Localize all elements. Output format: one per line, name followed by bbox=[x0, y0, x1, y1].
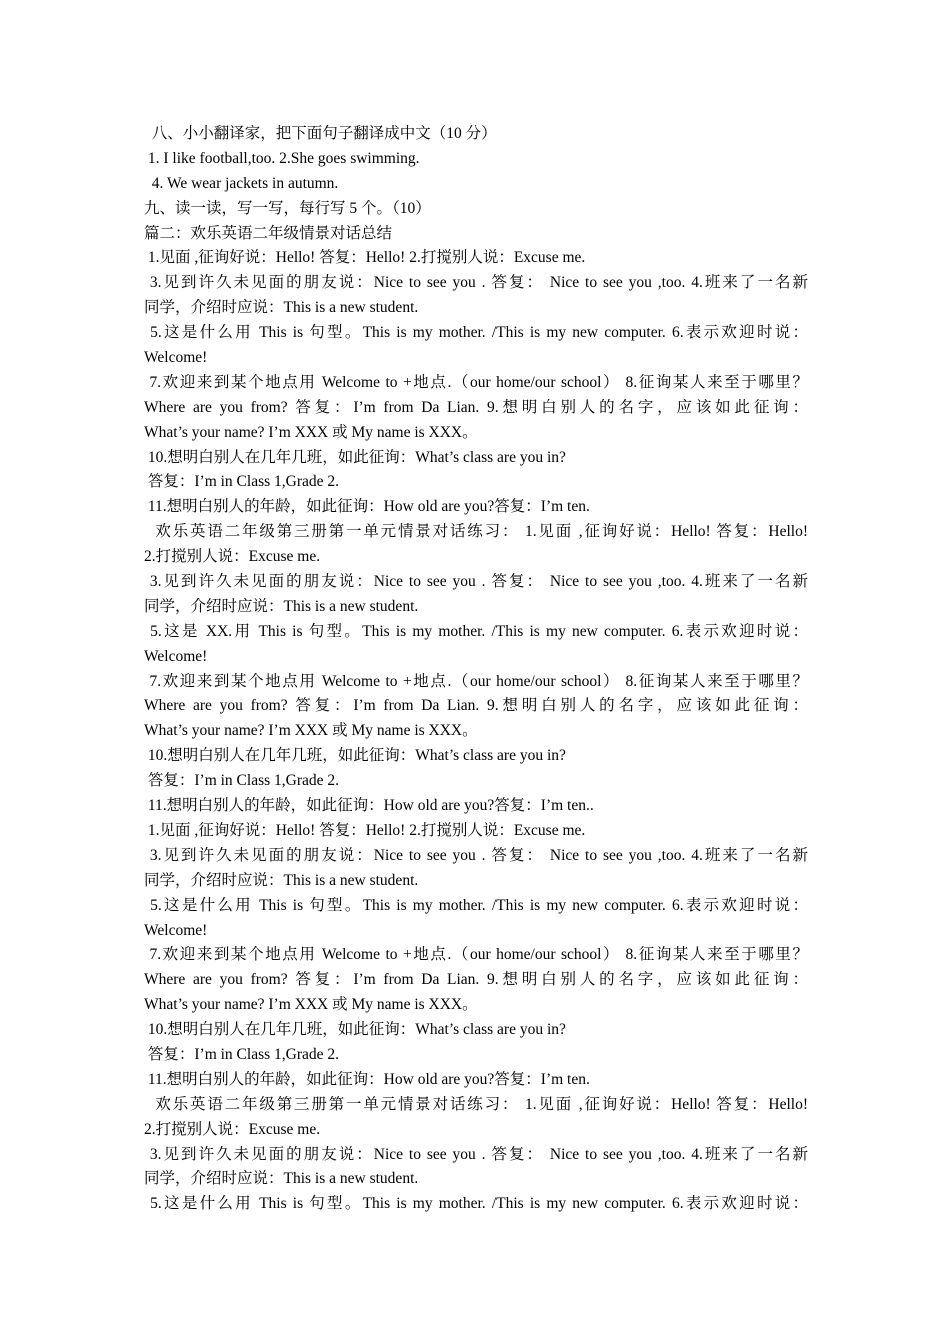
text-line: 2.打搅别人说：Excuse me. bbox=[144, 1120, 321, 1138]
text-line: 3.见到许久未见面的朋友说：Nice to see you . 答复： Nice to see you ,too. 4.班来了一名新 bbox=[144, 1145, 808, 1163]
text-line: 九、读一读，写一写，每行写 5 个。（10） bbox=[144, 199, 431, 217]
text-line: 1.见面 ,征询好说：Hello! 答复：Hello! 2.打搅别人说：Excuse me. bbox=[144, 821, 586, 839]
text-line: Welcome! bbox=[144, 921, 208, 939]
document-page bbox=[144, 122, 808, 1217]
text-line: 八、小小翻译家，把下面句子翻译成中文（10 分） bbox=[144, 125, 497, 142]
text-line: Welcome! bbox=[144, 349, 208, 367]
text-line: 5.这是什么用 This is 句型。This is my mother. /This is my new computer. 6.表示欢迎时说： bbox=[144, 896, 808, 914]
text-line: Where are you from? 答复：I’m from Da Lian. 9.想明白别人的名字，应该如此征询： bbox=[144, 697, 808, 715]
text-line: 7.欢迎来到某个地点用 Welcome to +地点.（our home/our school） 8.征询某人来至于哪里？ bbox=[144, 373, 808, 391]
text-line: 11.想明白别人的年龄，如此征询：How old are you?答复：I’m ten.. bbox=[144, 797, 594, 815]
text-line: 5.这是什么用 This is 句型。This is my mother. /This is my new computer. 6.表示欢迎时说： bbox=[144, 1195, 808, 1213]
text-line: 10.想明白别人在几年几班，如此征询：What’s class are you in? bbox=[144, 1021, 566, 1039]
text-line: What’s your name? I’m XXX 或 My name is XXX。 bbox=[144, 996, 478, 1014]
text-line: 3.见到许久未见面的朋友说：Nice to see you . 答复： Nice to see you ,too. 4.班来了一名新 bbox=[144, 573, 808, 591]
text-line: What’s your name? I’m XXX 或 My name is XXX。 bbox=[144, 722, 478, 740]
text-line: 同学，介绍时应说：This is a new student. bbox=[144, 1170, 419, 1188]
text-line: 2.打搅别人说：Excuse me. bbox=[144, 548, 321, 566]
text-line: 同学，介绍时应说：This is a new student. bbox=[144, 299, 419, 317]
text-line: 同学，介绍时应说：This is a new student. bbox=[144, 597, 419, 615]
text-line: 1. I like football,too. 2.She goes swimming. bbox=[144, 149, 420, 167]
text-line: 答复：I’m in Class 1,Grade 2. bbox=[144, 1045, 340, 1063]
text-line: 11.想明白别人的年龄，如此征询：How old are you?答复：I’m ten. bbox=[144, 1070, 590, 1088]
text-line: 答复：I’m in Class 1,Grade 2. bbox=[144, 473, 340, 491]
text-line: 11.想明白别人的年龄，如此征询：How old are you?答复：I’m ten. bbox=[144, 498, 590, 516]
text-line: 3.见到许久未见面的朋友说：Nice to see you . 答复： Nice to see you ,too. 4.班来了一名新 bbox=[144, 846, 808, 864]
text-line: 5.这是什么用 This is 句型。This is my mother. /This is my new computer. 6.表示欢迎时说： bbox=[144, 324, 808, 342]
text-line: 同学，介绍时应说：This is a new student. bbox=[144, 871, 419, 889]
text-line: 7.欢迎来到某个地点用 Welcome to +地点.（our home/our school） 8.征询某人来至于哪里？ bbox=[144, 672, 808, 690]
text-line: 1.见面 ,征询好说：Hello! 答复：Hello! 2.打搅别人说：Excuse me. bbox=[144, 249, 586, 267]
text-line: 欢乐英语二年级第三册第一单元情景对话练习： 1.见面 ,征询好说：Hello! 答复：Hello! bbox=[144, 523, 808, 541]
text-line: 10.想明白别人在几年几班，如此征询：What’s class are you in? bbox=[144, 448, 566, 466]
text-line: 5.这是 XX.用 This is 句型。This is my mother. /This is my new computer. 6.表示欢迎时说： bbox=[144, 622, 808, 640]
text-line: Where are you from? 答复：I’m from Da Lian. 9.想明白别人的名字，应该如此征询： bbox=[144, 971, 808, 989]
text-line: 3.见到许久未见面的朋友说：Nice to see you . 答复： Nice to see you ,too. 4.班来了一名新 bbox=[144, 274, 808, 292]
text-line: 答复：I’m in Class 1,Grade 2. bbox=[144, 772, 340, 790]
text-line: 7.欢迎来到某个地点用 Welcome to +地点.（our home/our school） 8.征询某人来至于哪里？ bbox=[144, 946, 808, 964]
text-line: 欢乐英语二年级第三册第一单元情景对话练习： 1.见面 ,征询好说：Hello! 答复：Hello! bbox=[144, 1095, 808, 1113]
text-line: Welcome! bbox=[144, 647, 208, 665]
text-line: Where are you from? 答复：I’m from Da Lian. 9.想明白别人的名字，应该如此征询： bbox=[144, 398, 808, 416]
text-line: What’s your name? I’m XXX 或 My name is XXX。 bbox=[144, 423, 478, 441]
text-line: 篇二：欢乐英语二年级情景对话总结 bbox=[144, 224, 393, 242]
text-line: 4. We wear jackets in autumn. bbox=[144, 174, 339, 192]
text-line: 10.想明白别人在几年几班，如此征询：What’s class are you in? bbox=[144, 747, 566, 765]
